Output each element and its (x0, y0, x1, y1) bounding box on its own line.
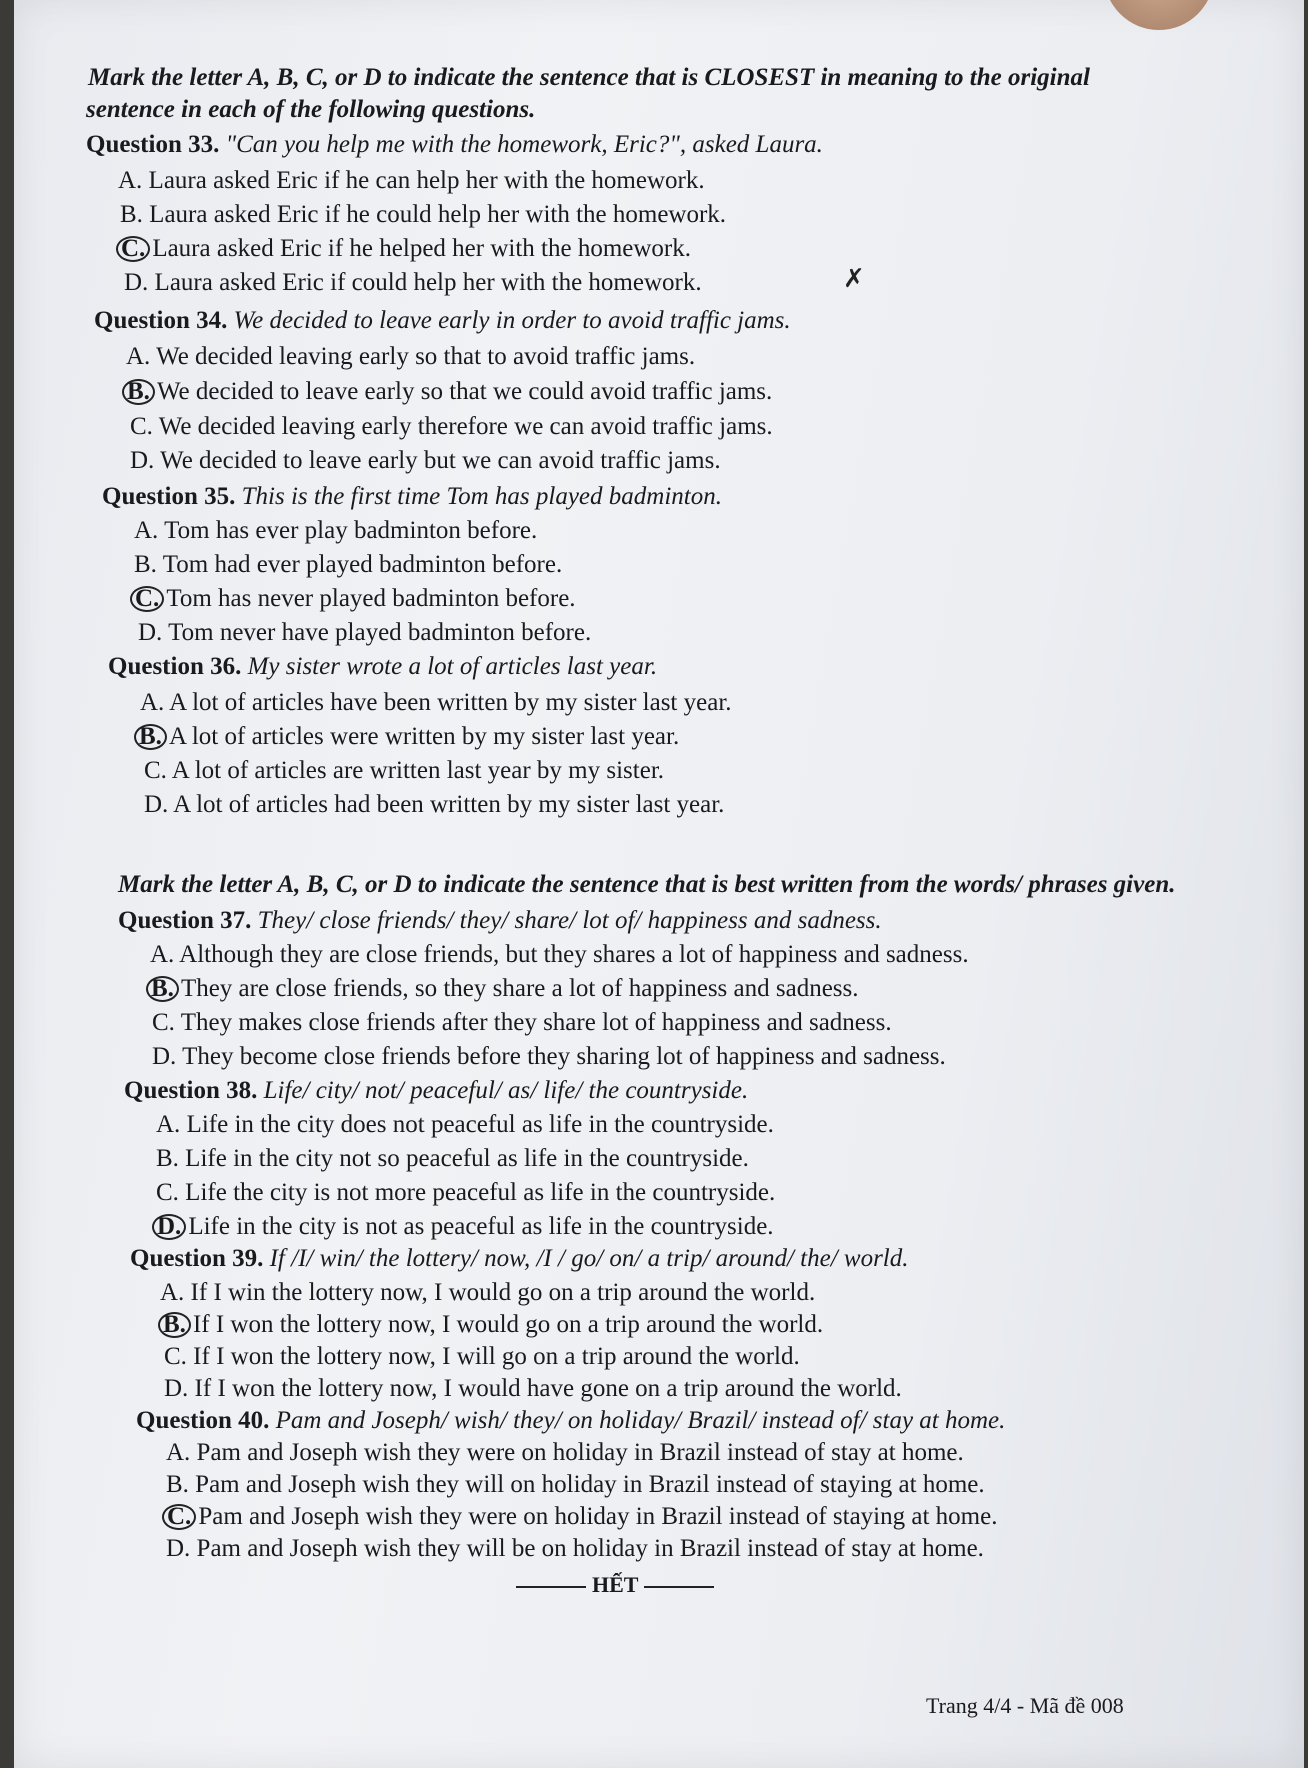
page-footer: Trang 4/4 - Mã đề 008 (926, 1693, 1124, 1718)
option-38-d-text: Life in the city is not as peaceful as life in the countryside. (188, 1213, 774, 1240)
question-label: Question 33. (86, 131, 220, 158)
option-40-b: B. Pam and Joseph wish they will on holiday in Brazil instead of staying at home. (166, 1471, 985, 1498)
question-label: Question 36. (108, 653, 242, 680)
option-34-a: A. We decided leaving early so that to avoid traffic jams. (126, 343, 696, 370)
question-stem: This is the first time Tom has played badminton. (241, 483, 722, 510)
circled-answer-marker: B. (158, 1312, 191, 1338)
option-35-c-text: Tom has never played badminton before. (166, 585, 576, 612)
option-33-a: A. Laura asked Eric if he can help her with the homework. (118, 167, 705, 194)
option-38-c: C. Life the city is not more peaceful as life in the countryside. (156, 1179, 776, 1206)
option-37-d: D. They become close friends before they sharing lot of happiness and sadness. (152, 1043, 946, 1070)
question-36 (108, 652, 657, 682)
question-label: Question 39. (130, 1245, 264, 1272)
question-label: Question 34. (94, 307, 228, 334)
question-stem: We decided to leave early in order to avoid traffic jams. (233, 307, 791, 334)
circled-answer-marker: B. (146, 976, 179, 1002)
question-stem: My sister wrote a lot of articles last year. (247, 653, 658, 680)
question-stem: Pam and Joseph/ wish/ they/ on holiday/ Brazil/ instead of/ stay at home. (275, 1407, 1006, 1434)
option-40-c-text: Pam and Joseph wish they were on holiday in Brazil instead of staying at home. (198, 1503, 998, 1530)
section2-instruction: Mark the letter A, B, C, or D to indicate the sentence that is best written from the words/ phrases given. (118, 871, 1176, 898)
option-37-a: A. Although they are close friends, but they shares a lot of happiness and sadness. (150, 941, 969, 968)
option-40-d: D. Pam and Joseph wish they will be on holiday in Brazil instead of stay at home. (166, 1535, 984, 1562)
option-34-c: C. We decided leaving early therefore we can avoid traffic jams. (130, 413, 773, 440)
option-38-b: B. Life in the city not so peaceful as life in the countryside. (156, 1145, 749, 1172)
end-marker: HẾT (510, 1572, 720, 1598)
question-label: Question 40. (136, 1407, 270, 1434)
circled-answer-marker: D. (152, 1214, 186, 1240)
option-36-b (140, 722, 679, 752)
option-34-b (128, 377, 772, 407)
question-39 (130, 1244, 909, 1274)
circled-answer-marker: B. (134, 724, 167, 750)
option-38-a: A. Life in the city does not peaceful as life in the countryside. (156, 1111, 774, 1138)
option-34-b-text: We decided to leave early so that we could avoid traffic jams. (156, 378, 773, 405)
question-40 (136, 1406, 1005, 1436)
option-37-b-text: They are close friends, so they share a lot of happiness and sadness. (180, 975, 859, 1002)
circled-answer-marker: C. (116, 236, 150, 262)
handwritten-mark: ✗ (843, 264, 865, 293)
option-35-a: A. Tom has ever play badminton before. (134, 517, 538, 544)
question-38 (124, 1076, 748, 1106)
question-34 (94, 306, 791, 336)
question-stem: If /I/ win/ the lottery/ now, /I / go/ on/ a trip/ around/ the/ world. (269, 1245, 909, 1272)
option-39-b-text: If I won the lottery now, I would go on a trip around the world. (192, 1311, 824, 1338)
option-36-c: C. A lot of articles are written last year by my sister. (144, 757, 665, 784)
option-39-a: A. If I win the lottery now, I would go on a trip around the world. (160, 1279, 816, 1306)
question-37 (118, 906, 882, 936)
option-33-c (122, 234, 691, 264)
question-stem: Life/ city/ not/ peaceful/ as/ life/ the countryside. (263, 1077, 749, 1104)
question-stem: "Can you help me with the homework, Eric?", asked Laura. (225, 131, 823, 158)
option-35-d: D. Tom never have played badminton before. (138, 619, 592, 646)
option-33-c-text: Laura asked Eric if he helped her with the homework. (152, 235, 691, 262)
option-33-b: B. Laura asked Eric if he could help her with the homework. (120, 201, 727, 228)
option-36-b-text: A lot of articles were written by my sister last year. (168, 723, 680, 750)
question-35 (102, 482, 722, 512)
circled-answer-marker: C. (162, 1504, 196, 1530)
option-39-d: D. If I won the lottery now, I would have gone on a trip around the world. (164, 1375, 902, 1402)
option-35-c (136, 584, 576, 614)
circled-answer-marker: C. (130, 586, 164, 612)
question-label: Question 35. (102, 483, 236, 510)
option-34-d: D. We decided to leave early but we can avoid traffic jams. (130, 447, 721, 474)
option-36-a: A. A lot of articles have been written by my sister last year. (140, 689, 732, 716)
question-33 (86, 130, 823, 160)
option-36-d: D. A lot of articles had been written by my sister last year. (144, 791, 725, 818)
option-38-d (158, 1212, 774, 1242)
option-40-c (168, 1502, 997, 1532)
option-33-d: D. Laura asked Eric if could help her with the homework. (124, 269, 702, 296)
circled-answer-marker: B. (122, 379, 155, 405)
option-39-b (164, 1310, 823, 1340)
option-40-a: A. Pam and Joseph wish they were on holiday in Brazil instead of stay at home. (166, 1439, 964, 1466)
question-label: Question 38. (124, 1077, 258, 1104)
option-35-b: B. Tom had ever played badminton before. (134, 551, 563, 578)
option-39-c: C. If I won the lottery now, I will go on a trip around the world. (164, 1343, 800, 1370)
section1-instruction-line1: Mark the letter A, B, C, or D to indicate the sentence that is CLOSEST in meaning to the original (88, 64, 1090, 91)
question-label: Question 37. (118, 907, 252, 934)
question-stem: They/ close friends/ they/ share/ lot of/ happiness and sadness. (257, 907, 882, 934)
section1-instruction-line2: sentence in each of the following questions. (86, 96, 536, 123)
option-37-b (152, 974, 859, 1004)
option-37-c: C. They makes close friends after they share lot of happiness and sadness. (152, 1009, 892, 1036)
